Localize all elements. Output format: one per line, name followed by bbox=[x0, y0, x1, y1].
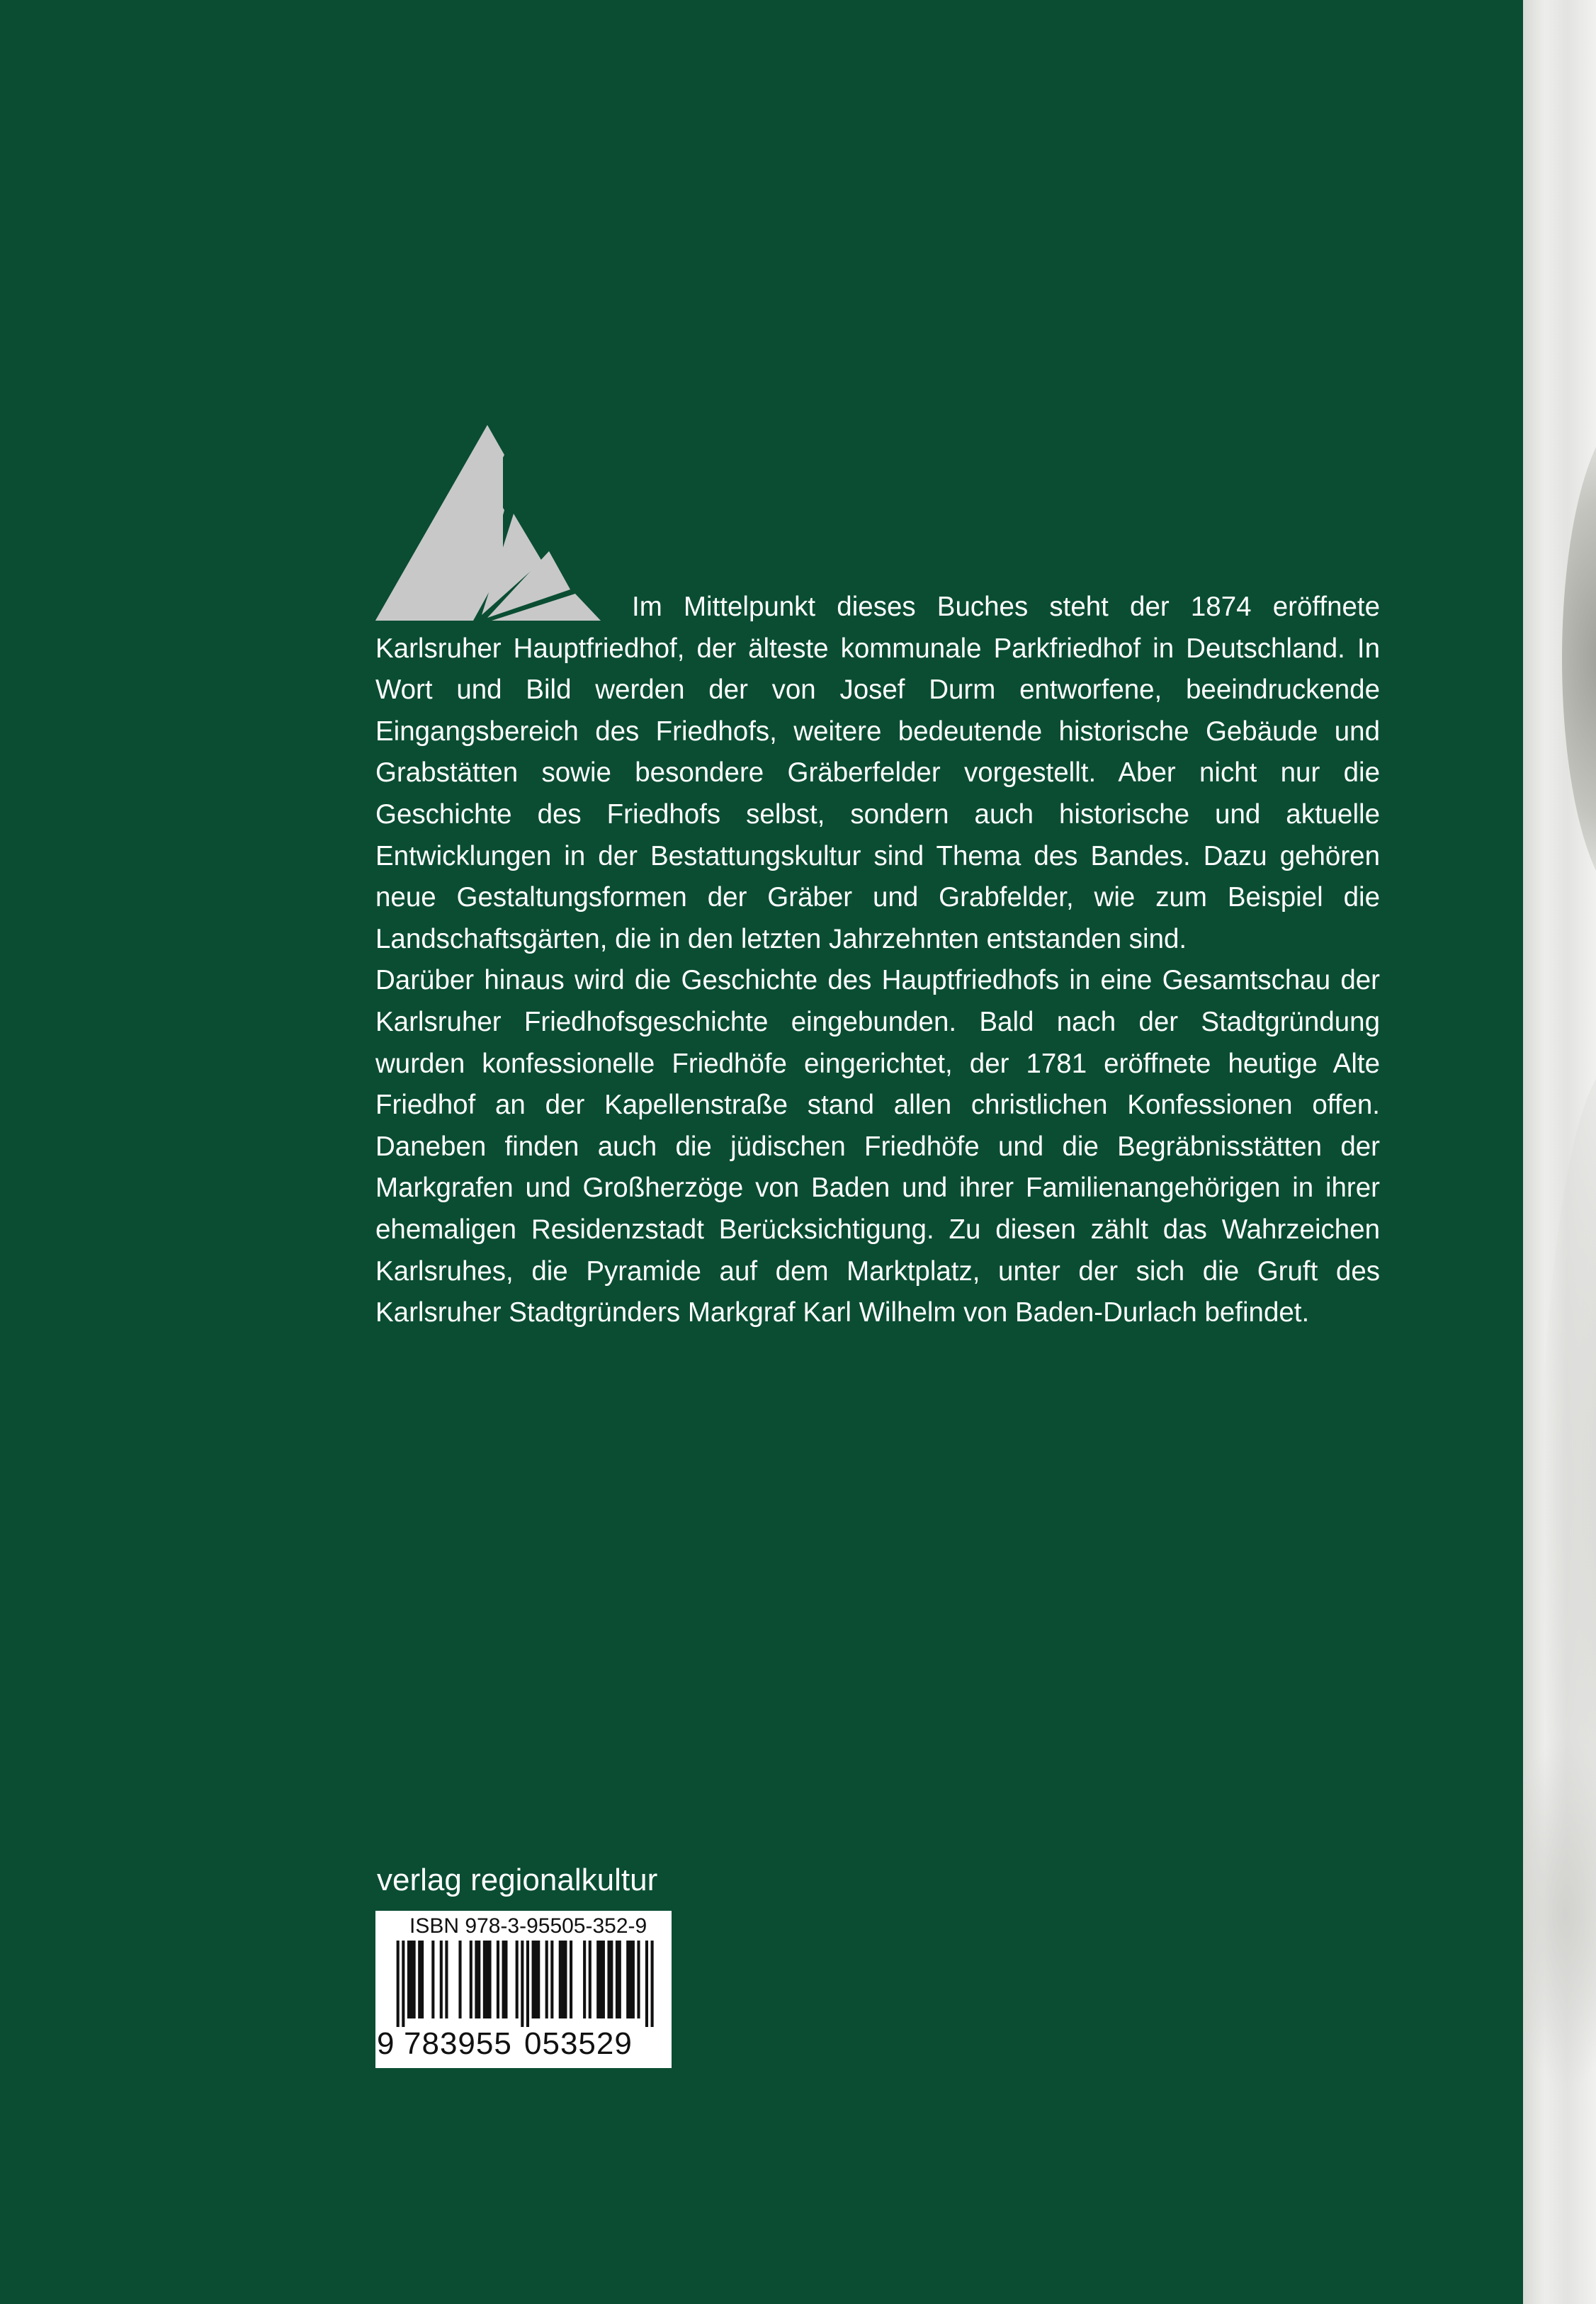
barcode-bar bbox=[537, 1941, 540, 2018]
barcode-bar bbox=[570, 1941, 572, 2018]
barcode-bar bbox=[602, 1941, 605, 2018]
barcode-bar bbox=[562, 1941, 565, 2018]
barcode-bar bbox=[445, 1941, 448, 2018]
barcode-bar bbox=[504, 1941, 507, 2018]
isbn-label: ISBN 978-3-95505-352-9 bbox=[409, 1914, 647, 1938]
barcode-bar bbox=[637, 1941, 640, 2018]
barcode-bar bbox=[610, 1941, 613, 2018]
barcode-bar bbox=[626, 1941, 629, 2018]
barcode-bar bbox=[488, 1941, 491, 2018]
barcode-bar bbox=[564, 1941, 567, 2018]
front-cover-edge-photo bbox=[1523, 0, 1596, 2304]
barcode-bar bbox=[410, 1941, 413, 2018]
barcode-bar bbox=[458, 1941, 461, 2018]
barcode-bar bbox=[645, 1941, 648, 2027]
barcode-bar bbox=[475, 1941, 477, 2018]
barcode-bar bbox=[618, 1941, 621, 2018]
barcode-bar bbox=[632, 1941, 635, 2018]
barcode-bar bbox=[526, 1941, 529, 2027]
barcode-bar bbox=[421, 1941, 424, 2018]
barcode-bar bbox=[534, 1941, 537, 2018]
barcode-bar bbox=[521, 1941, 523, 2027]
barcode-digits-right: 053529 bbox=[524, 2026, 633, 2061]
barcode-bar bbox=[440, 1941, 443, 2018]
barcode-bar bbox=[502, 1941, 505, 2018]
barcode-digit-first: 9 bbox=[377, 2026, 395, 2061]
blurb-text bbox=[375, 587, 1380, 1334]
barcode-bar bbox=[559, 1941, 562, 2018]
barcode-bar bbox=[629, 1941, 632, 2018]
barcode-bar bbox=[483, 1941, 486, 2018]
barcode-bar bbox=[470, 1941, 472, 2018]
barcode-bar bbox=[599, 1941, 602, 2018]
barcode-bar bbox=[616, 1941, 618, 2018]
barcode-bar bbox=[413, 1941, 416, 2018]
barcode-bar bbox=[607, 1941, 610, 2018]
blurb-paragraph-2: Darüber hinaus wird die Geschichte des Hauptfriedhofs in eine Gesamtschau der Karlsruher Friedhofsgeschichte eingebunden. Bald nach der Stadtgründung wurden konfessionelle Friedhöfe eingerichtet, der 1781 eröffnete heutige Alte Friedhof an der Kapellenstraße stand allen christlichen Konfessionen offen. Daneben finden auch die jüdischen Friedhöfe und die Begräbnisstätten der Markgrafen und Großherzöge von Baden und ihrer Familienangehörigen in ihrer ehemaligen Residenzstadt Berücksichtigung. Zu diesen zählt das Wahrzeichen Karlsruhes, die Pyramide auf dem Marktplatz, unter der sich die Gruft des Karlsruher Stadtgründers Markgraf Karl Wilhelm von Baden-Durlach befindet. bbox=[375, 965, 1380, 1328]
barcode-bar bbox=[477, 1941, 480, 2018]
barcode-bar bbox=[397, 1941, 400, 2027]
isbn-barcode bbox=[375, 1911, 672, 2068]
barcode-bar bbox=[651, 1941, 654, 2027]
barcode-bar bbox=[418, 1941, 421, 2018]
barcode-digits-left: 783955 bbox=[404, 2026, 512, 2061]
barcode-bar bbox=[550, 1941, 553, 2018]
barcode-bar bbox=[402, 1941, 404, 2027]
barcode-bars bbox=[391, 1941, 659, 2027]
barcode-bar bbox=[431, 1941, 434, 2018]
publisher-name: verlag regionalkultur bbox=[377, 1863, 658, 1897]
barcode-bar bbox=[486, 1941, 489, 2018]
barcode-bar bbox=[596, 1941, 599, 2018]
barcode-bar bbox=[583, 1941, 586, 2018]
barcode-bar bbox=[545, 1941, 548, 2018]
barcode-bar bbox=[532, 1941, 535, 2018]
barcode-bar bbox=[589, 1941, 592, 2018]
barcode-bar bbox=[407, 1941, 410, 2018]
blurb-paragraph-1: Im Mittelpunkt dieses Buches steht der 1874 eröffnete Karlsruher Hauptfriedhof, der älteste kommunale Parkfriedhof in Deutschland. In Wort und Bild werden der von Josef Durm entworfene, beeindruckende Eingangsbereich des Friedhofs, weitere bedeutende historische Gebäude und Grabstätten sowie besondere Gräberfelder vorgestellt. Aber nicht nur die Geschichte des Friedhofs selbst, sondern auch historische und aktuelle Entwicklungen in der Bestattungskultur sind Thema des Bandes. Dazu gehören neue Gestaltungsformen der Gräber und Grabfelder, wie zum Beispiel die Landschaftsgärten, die in den letzten Jahrzehnten entstanden sind. bbox=[375, 592, 1380, 954]
barcode-bar bbox=[516, 1941, 519, 2018]
barcode-bar bbox=[497, 1941, 499, 2018]
